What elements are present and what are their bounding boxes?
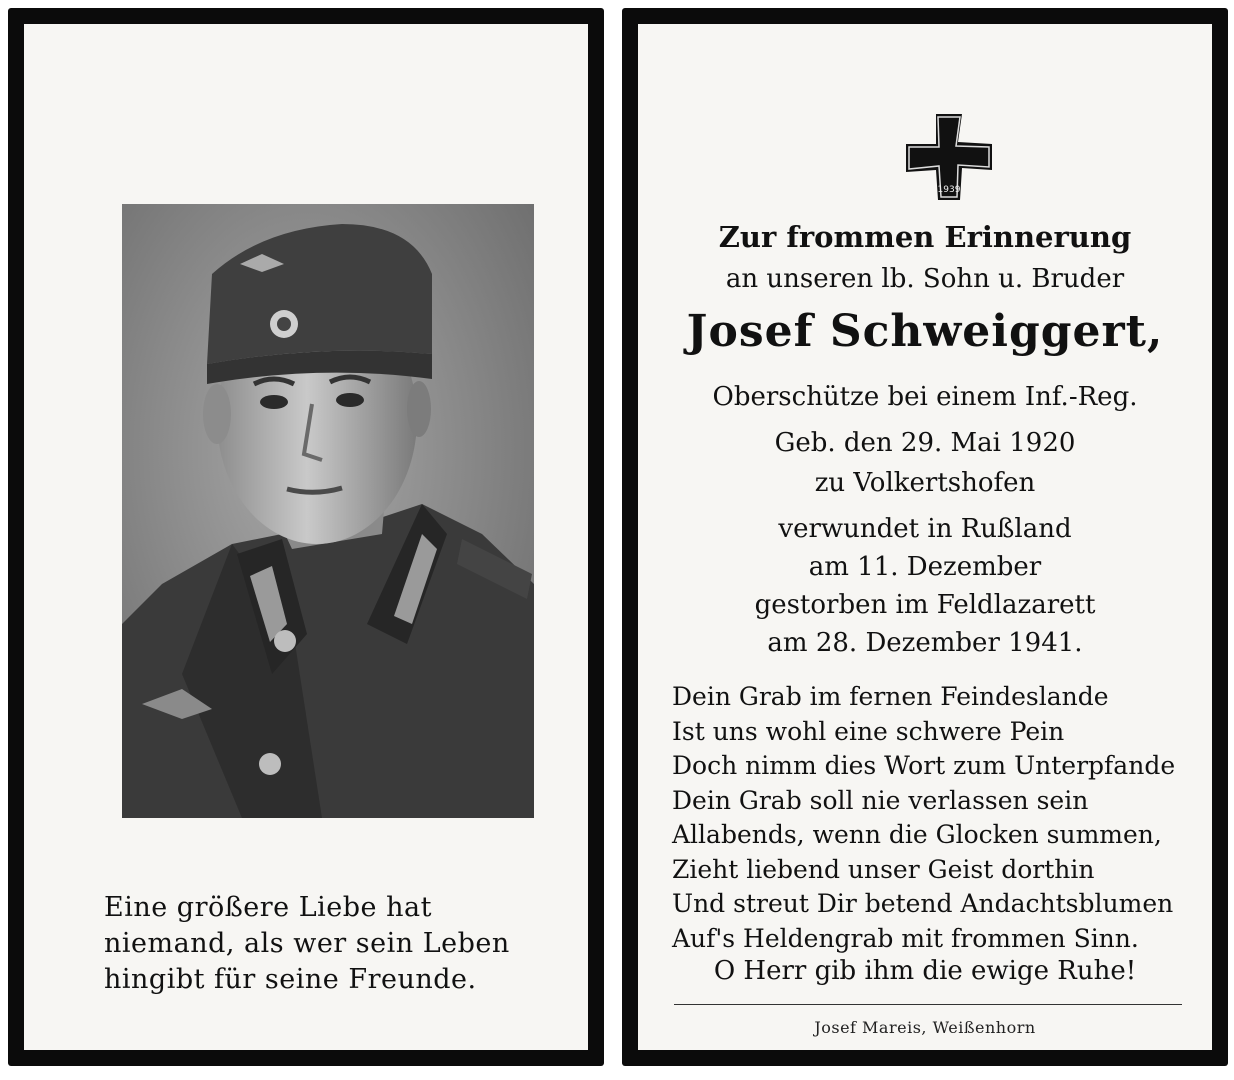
poem-line: Dein Grab im fernen Feindeslande [672,682,1109,711]
divider-rule [674,1004,1182,1005]
poem-line: Und streut Dir betend Andachtsblumen [672,889,1174,918]
cross-year: 1939 [937,185,961,195]
right-card-frame [622,8,1228,1066]
poem-line: Ist uns wohl eine schwere Pein [672,716,1065,746]
poem-line: Dein Grab soll nie verlassen sein [672,785,1089,815]
right-card [638,24,1212,1050]
card-heading: Zur frommen Erinnerung [718,220,1132,254]
poem-line: Zieht liebend unser Geist dorthin [672,854,1095,884]
dedication-line: an unseren lb. Sohn u. Bruder [725,264,1125,294]
verse-line: hingibt für seine Freunde. [104,964,477,995]
verse-line: niemand, als wer sein Leben [104,928,510,959]
deceased-name: Josef Schweiggert, [686,306,1164,357]
iron-cross-icon [906,114,992,200]
soldier-portrait-photo [122,204,534,818]
memorial-verse [104,890,544,998]
left-card-frame [8,8,604,1066]
verse-line: Eine größere Liebe hat [104,892,432,923]
birth-date: Geb. den 29. Mai 1920 [774,428,1076,458]
memorial-poem [672,680,1175,956]
died-date: am 28. Dezember 1941. [767,628,1083,658]
poem-line: Auf's Heldengrab mit frommen Sinn. [672,923,1139,953]
poem-line: Allabends, wenn die Glocken summen, [672,820,1162,849]
rank-line: Oberschütze bei einem Inf.-Reg. [712,382,1138,412]
poem-line: Doch nimm dies Wort zum Unterpfande [672,751,1176,780]
left-card [24,24,588,1050]
wounded-line: verwundet in Rußland [778,514,1072,544]
birth-place: zu Volkertshofen [814,468,1036,498]
closing-prayer: O Herr gib ihm die ewige Ruhe! [713,956,1137,986]
printer-credit: Josef Mareis, Weißenhorn [814,1018,1036,1037]
wounded-date: am 11. Dezember [808,552,1042,582]
portrait-image [122,204,534,818]
died-line: gestorben im Feldlazarett [754,590,1096,620]
